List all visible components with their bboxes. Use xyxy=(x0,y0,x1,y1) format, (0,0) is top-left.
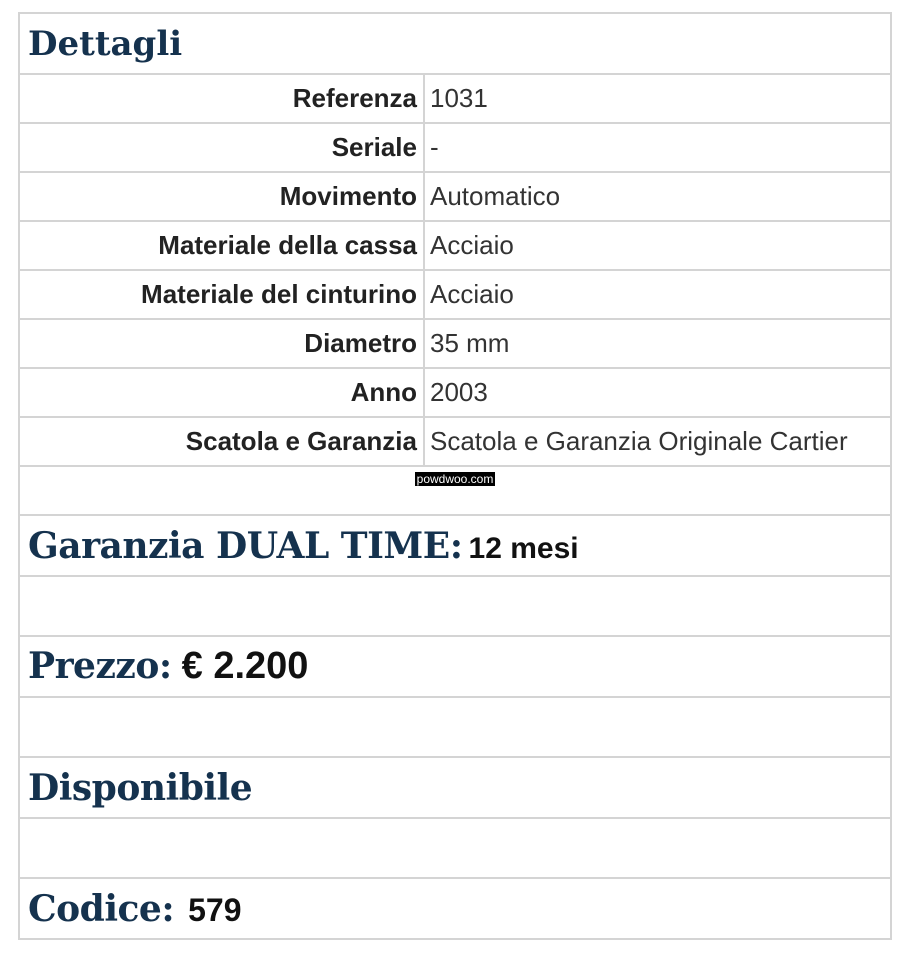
spec-label: Referenza xyxy=(19,74,424,123)
warranty-label: Garanzia DUAL TIME: xyxy=(28,524,463,567)
spacer-row xyxy=(19,818,891,878)
spec-row-seriale xyxy=(19,123,891,172)
details-title: Dettagli xyxy=(28,23,183,64)
spec-label: Seriale xyxy=(19,123,424,172)
spec-label: Anno xyxy=(19,368,424,417)
spec-label: Diametro xyxy=(19,319,424,368)
availability-row xyxy=(19,757,891,818)
spec-row-scatola-garanzia xyxy=(19,417,891,466)
spec-label: Materiale della cassa xyxy=(19,221,424,270)
details-heading-row xyxy=(19,13,891,74)
spec-row-diametro xyxy=(19,319,891,368)
spec-value: Scatola e Garanzia Originale Cartier xyxy=(424,417,891,466)
spec-value: Acciaio xyxy=(424,221,891,270)
watermark-row xyxy=(19,466,891,515)
spec-row-anno xyxy=(19,368,891,417)
spec-label: Materiale del cinturino xyxy=(19,270,424,319)
code-value: 579 xyxy=(188,891,242,928)
warranty-row xyxy=(19,515,891,576)
spec-label: Scatola e Garanzia xyxy=(19,417,424,466)
price-label: Prezzo: xyxy=(28,645,172,687)
spec-value: 1031 xyxy=(424,74,891,123)
watermark-text: powdwoo.com xyxy=(416,472,494,486)
spec-value: Automatico xyxy=(424,172,891,221)
code-label: Codice: xyxy=(28,887,175,930)
code-row xyxy=(19,878,891,939)
spec-value: 2003 xyxy=(424,368,891,417)
availability-label: Disponibile xyxy=(28,766,253,809)
spec-row-materiale-cinturino xyxy=(19,270,891,319)
price-value: € 2.200 xyxy=(181,645,309,687)
spacer-row xyxy=(19,576,891,636)
spec-row-referenza xyxy=(19,74,891,123)
spec-label: Movimento xyxy=(19,172,424,221)
details-table xyxy=(18,12,892,940)
spec-value: 35 mm xyxy=(424,319,891,368)
spec-value: Acciaio xyxy=(424,270,891,319)
spec-row-movimento xyxy=(19,172,891,221)
price-row xyxy=(19,636,891,697)
spacer-row xyxy=(19,697,891,757)
spec-value: - xyxy=(424,123,891,172)
warranty-value: 12 mesi xyxy=(468,531,579,565)
spec-row-materiale-cassa xyxy=(19,221,891,270)
